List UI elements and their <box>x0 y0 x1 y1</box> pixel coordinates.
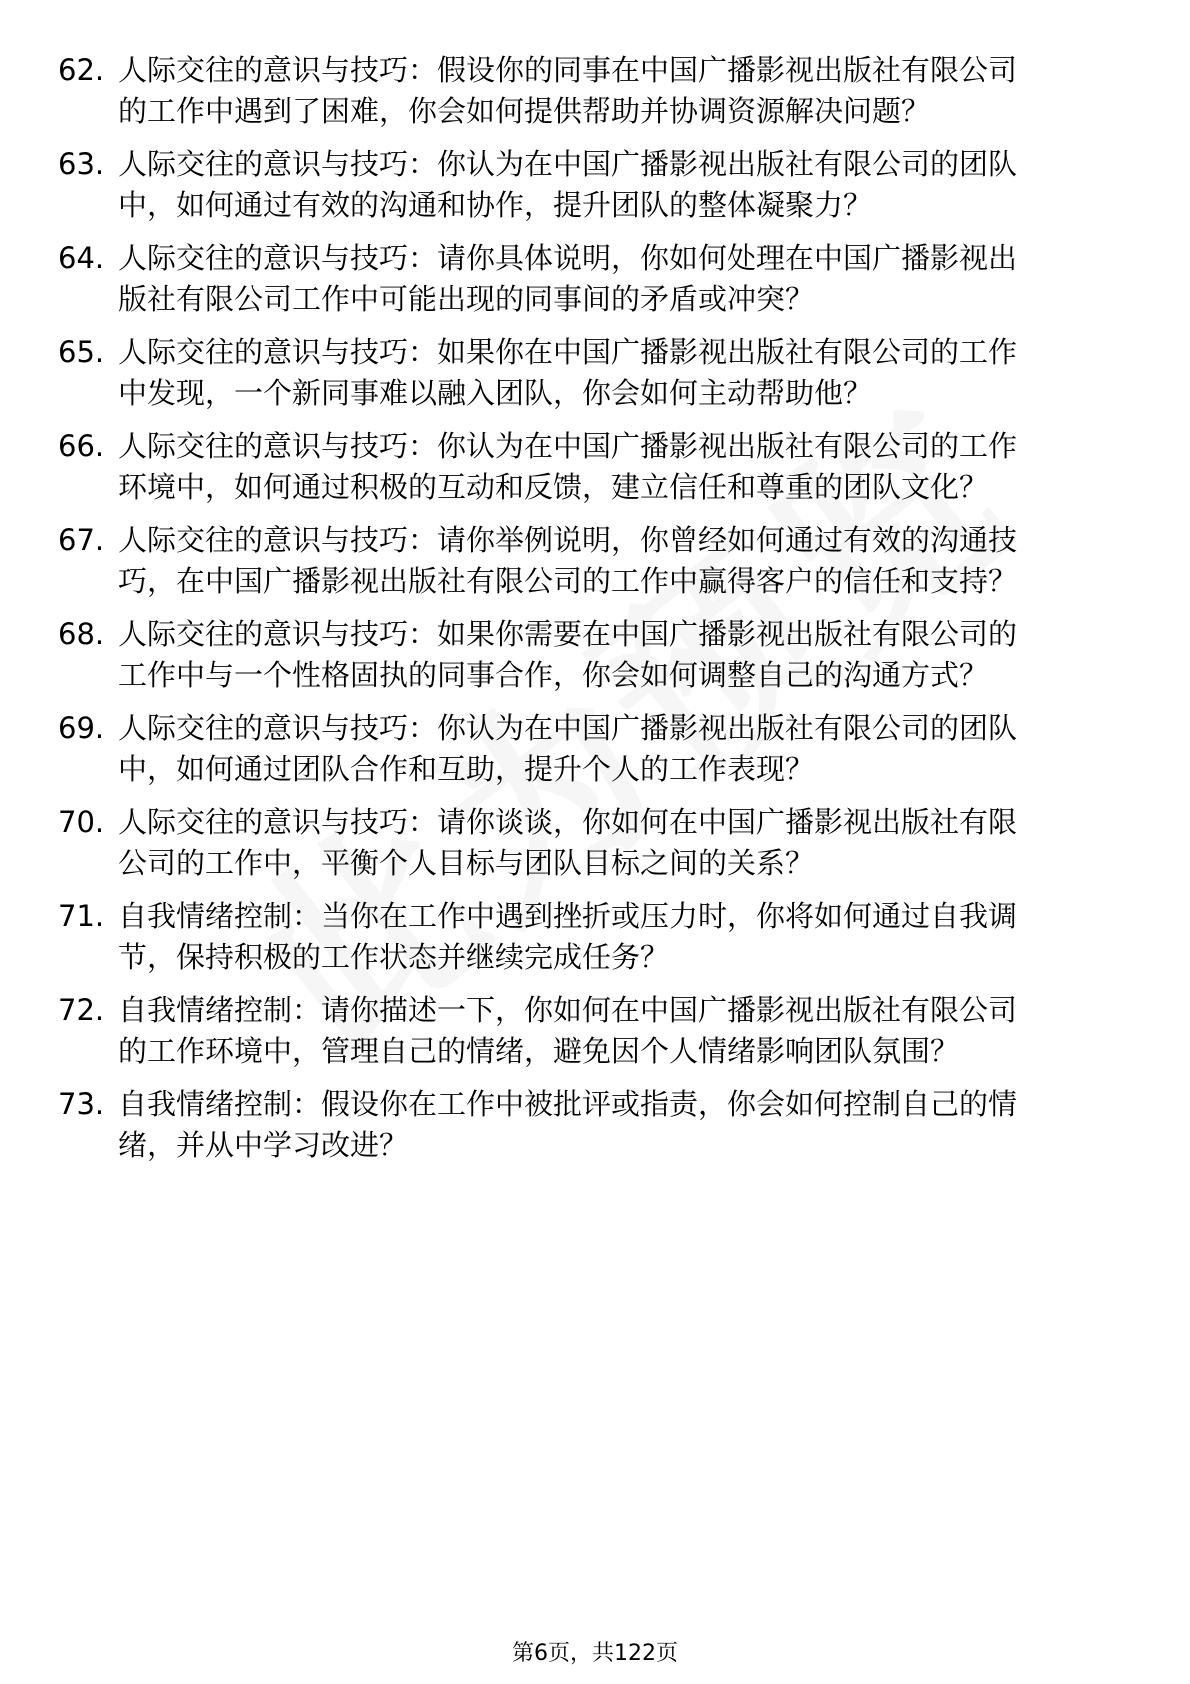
question-number: 71. <box>58 899 105 933</box>
question-text: 人际交往的意识与技巧：你认为在中国广播影视出版社有限公司的团队中，如何通过有效的沟通和协作，提升团队的整体凝聚力？ <box>118 147 1018 222</box>
question-item <box>58 238 1118 320</box>
question-text: 自我情绪控制：请你描述一下，你如何在中国广播影视出版社有限公司的工作环境中，管理自己的情绪，避免因个人情绪影响团队氛围？ <box>118 993 1018 1068</box>
question-item <box>58 50 1118 132</box>
question-number: 67. <box>58 523 105 557</box>
question-number: 62. <box>58 53 105 87</box>
question-item <box>58 614 1118 696</box>
question-item <box>58 332 1118 414</box>
question-text: 人际交往的意识与技巧：请你举例说明，你曾经如何通过有效的沟通技巧，在中国广播影视出版社有限公司的工作中赢得客户的信任和支持？ <box>118 523 1018 598</box>
question-number: 68. <box>58 617 105 651</box>
question-text: 人际交往的意识与技巧：如果你在中国广播影视出版社有限公司的工作中发现，一个新同事难以融入团队，你会如何主动帮助他？ <box>118 335 1018 410</box>
question-text: 人际交往的意识与技巧：如果你需要在中国广播影视出版社有限公司的工作中与一个性格固执的同事合作，你会如何调整自己的沟通方式？ <box>118 617 1018 692</box>
question-text: 人际交往的意识与技巧：请你谈谈，你如何在中国广播影视出版社有限公司的工作中，平衡个人目标与团队目标之间的关系？ <box>118 805 1018 880</box>
question-item <box>58 708 1118 790</box>
question-number: 69. <box>58 711 105 745</box>
question-text: 人际交往的意识与技巧：假设你的同事在中国广播影视出版社有限公司的工作中遇到了困难，你会如何提供帮助并协调资源解决问题？ <box>118 53 1018 128</box>
question-number: 63. <box>58 147 105 181</box>
question-text: 自我情绪控制：假设你在工作中被批评或指责，你会如何控制自己的情绪，并从中学习改进？ <box>118 1087 1018 1162</box>
question-item <box>58 144 1118 226</box>
question-number: 70. <box>58 805 105 839</box>
question-number: 73. <box>58 1087 105 1121</box>
question-number: 64. <box>58 241 105 275</box>
question-text: 自我情绪控制：当你在工作中遇到挫折或压力时，你将如何通过自我调节，保持积极的工作状态并继续完成任务？ <box>118 899 1018 974</box>
question-number: 66. <box>58 429 105 463</box>
question-text: 人际交往的意识与技巧：你认为在中国广播影视出版社有限公司的团队中，如何通过团队合作和互助，提升个人的工作表现？ <box>118 711 1018 786</box>
question-list <box>58 50 1118 1178</box>
question-number: 65. <box>58 335 105 369</box>
question-item <box>58 802 1118 884</box>
question-text: 人际交往的意识与技巧：你认为在中国广播影视出版社有限公司的工作环境中，如何通过积极的互动和反馈，建立信任和尊重的团队文化？ <box>118 429 1018 504</box>
page-footer: 第6页，共122页 <box>512 1641 678 1666</box>
question-item <box>58 520 1118 602</box>
question-text: 人际交往的意识与技巧：请你具体说明，你如何处理在中国广播影视出版社有限公司工作中可能出现的同事间的矛盾或冲突？ <box>118 241 1018 316</box>
question-item <box>58 426 1118 508</box>
question-number: 72. <box>58 993 105 1027</box>
question-item <box>58 896 1118 978</box>
question-item <box>58 1084 1118 1166</box>
question-item <box>58 990 1118 1072</box>
